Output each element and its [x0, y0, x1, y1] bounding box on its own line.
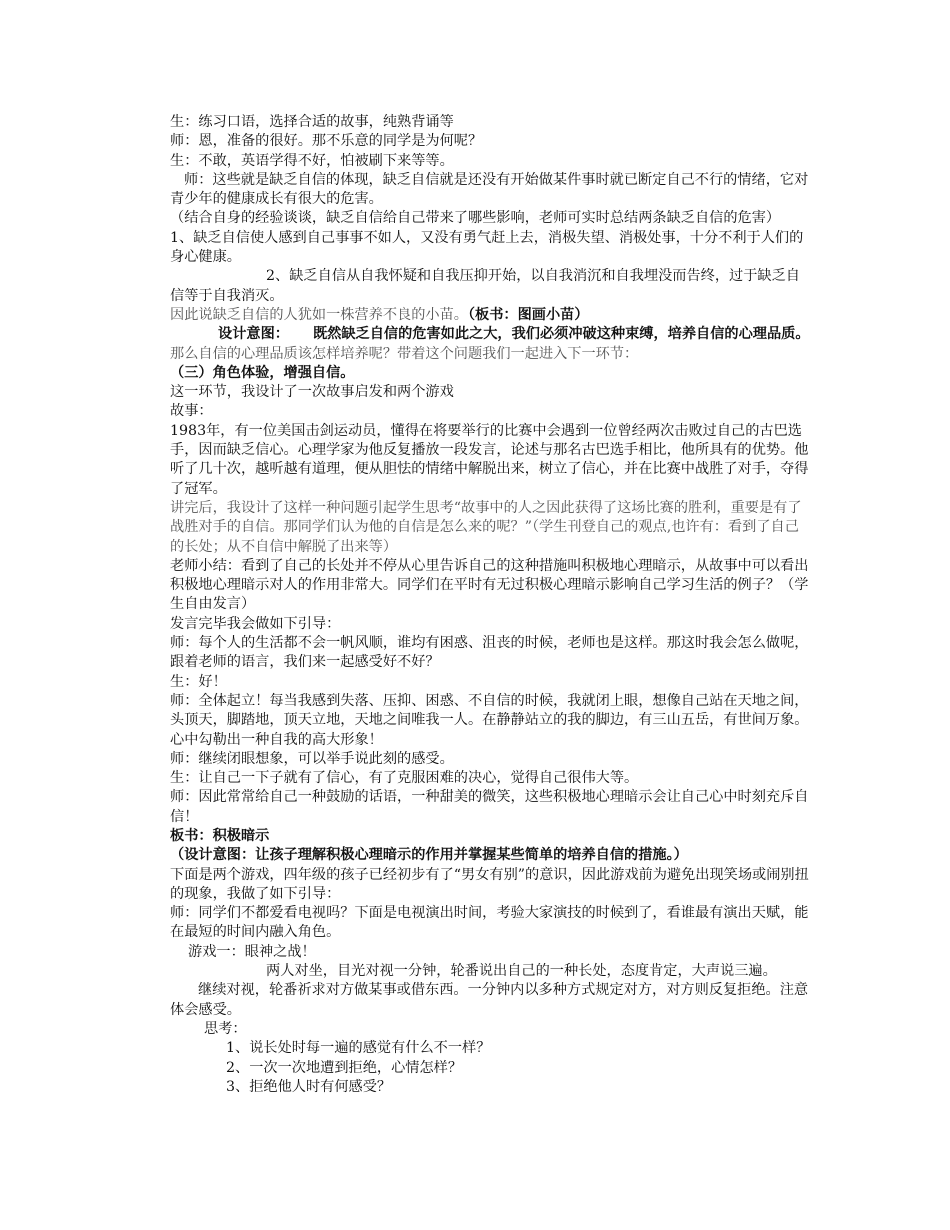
design-intent: [170, 325, 810, 344]
paragraph: 师：恩，准备的很好。那不乐意的同学是为何呢？: [170, 133, 483, 150]
paragraph: 师：每个人的生活都不会一帆风顺，谁均有困惑、沮丧的时候，老师也是这样。那这时我会怎么做呢，跟着老师的语言，我们来一起感受好不好？: [170, 635, 809, 671]
list-item: 1、说长处时每一遍的感觉有什么不一样？: [226, 1040, 491, 1057]
design-intent: （设计意图：让孩子理解积极心理暗示的作用并掌握某些简单的培养自信的措施。）: [170, 847, 688, 864]
design-intent-text: 既然缺乏自信的危害如此之大，我们必须冲破这种束缚，培养自信的心理品质。: [312, 326, 810, 343]
paragraph: 生：让自己一下子就有了信心，有了克服困难的决心，觉得自己很伟大等。: [170, 770, 639, 787]
paragraph-text: 因此说缺乏自信的人犹如一株营养不良的小苗。: [170, 306, 468, 323]
document-body: [170, 113, 810, 1097]
paragraph: 师：这些就是缺乏自信的体现，缺乏自信就是还没有开始做某件事时就已断定自己不行的情绪，它对青少年的健康成长有很大的危害。: [170, 171, 809, 208]
paragraph: 继续对视，轮番祈求对方做某事或借东西。一分钟内以多种方式规定对方，对方则反复拒绝。注意体会感受。: [170, 982, 809, 1018]
paragraph: 1983年，有一位美国击剑运动员，懂得在将要举行的比赛中会遇到一位曾经两次击败过自己的古巴选手，因而缺乏信心。心理学家为他反复播放一段发言，论述与那名古巴选手相比，他所具有的优势。他听了几十次，越听越有道理，便从胆怯的情绪中解脱出来，树立了信心，并在比赛中战胜了对手，夺得了冠军。: [170, 422, 809, 497]
paragraph: 生：不敢，英语学得不好，怕被刷下来等等。: [170, 152, 454, 169]
design-intent-label: 设计意图：: [218, 326, 289, 343]
paragraph: [170, 306, 810, 325]
think-heading: 思考：: [204, 1020, 247, 1037]
paragraph: 师：全体起立！每当我感到失落、压抑、困惑、不自信的时候，我就闭上眼，想像自己站在天地之间，头顶天，脚踏地，顶天立地，天地之间唯我一人。在静静站立的我的脚边，有三山五岳，有世间万象。心中勾勒出一种自我的高大形象！: [170, 692, 809, 748]
game-title: 游戏一：眼神之战！: [188, 943, 316, 960]
paragraph: 老师小结：看到了自己的长处并不停从心里告诉自己的这种措施叫积极地心理暗示，从故事中可以看出积极地心理暗示对人的作用非常大。同学们在平时有无过积极心理暗示影响自己学习生活的例子？（学生自由发言）: [170, 557, 809, 613]
paragraph: 师：因此常常给自己一种鼓励的话语，一种甜美的微笑，这些积极地心理暗示会让自己心中时刻充斥自信！: [170, 789, 809, 825]
paragraph: 2、缺乏自信从自我怀疑和自我压抑开始，以自我消沉和自我埋没而告终，过于缺乏自信等于自我消灭。: [170, 268, 800, 304]
paragraph: 师：同学们不都爱看电视吗？下面是电视演出时间，考验大家演技的时候到了，看谁最有演出天赋，能在最短的时间内融入角色。: [170, 905, 809, 941]
section-heading: （三）角色体验，增强自信。: [170, 364, 355, 381]
list-item: 2、一次一次地遭到拒绝，心情怎样？: [226, 1059, 463, 1076]
paragraph: 生：练习口语，选择合适的故事，纯熟背诵等: [170, 114, 454, 130]
paragraph: 发言完毕我会做如下引导：: [170, 615, 341, 632]
paragraph: 生：好！: [170, 673, 227, 690]
paragraph: 这一环节，我设计了一次故事启发和两个游戏: [170, 384, 454, 401]
list-item: 3、拒绝他人时有何感受？: [226, 1078, 392, 1095]
paragraph: 故事：: [170, 403, 213, 420]
paragraph: 讲完后，我设计了这样一种问题引起学生思考“故事中的人之因此获得了这场比赛的胜利，重要是有了战胜对手的自信。那同学们认为他的自信是怎么来的呢？”（学生刊登自己的观点,也许有：看到了自己的长处；从不自信中解脱了出来等）: [170, 499, 802, 555]
paragraph: 两人对坐，目光对视一分钟，轮番说出自己的一种长处，态度肯定，大声说三遍。: [266, 963, 777, 980]
paragraph: 下面是两个游戏，四年级的孩子已经初步有了“男女有别”的意识，因此游戏前为避免出现笑场或闹别扭的现象，我做了如下引导：: [170, 866, 809, 902]
paragraph: 1、缺乏自信使人感到自己事事不如人，又没有勇气赶上去，消极失望、消极处事，十分不利于人们的身心健康。: [170, 229, 804, 266]
blackboard-note: （板书：图画小苗）: [467, 306, 589, 323]
paragraph: （结合自身的经验谈谈，缺乏自信给自己带来了哪些影响，老师可实时总结两条缺乏自信的危害）: [170, 210, 781, 227]
paragraph: 师：继续闭眼想象，可以举手说此刻的感受。: [170, 750, 454, 767]
paragraph: 那么自信的心理品质该怎样培养呢？带着这个问题我们一起进入下一环节：: [170, 345, 639, 362]
blackboard-heading: 板书：积极暗示: [170, 827, 270, 844]
